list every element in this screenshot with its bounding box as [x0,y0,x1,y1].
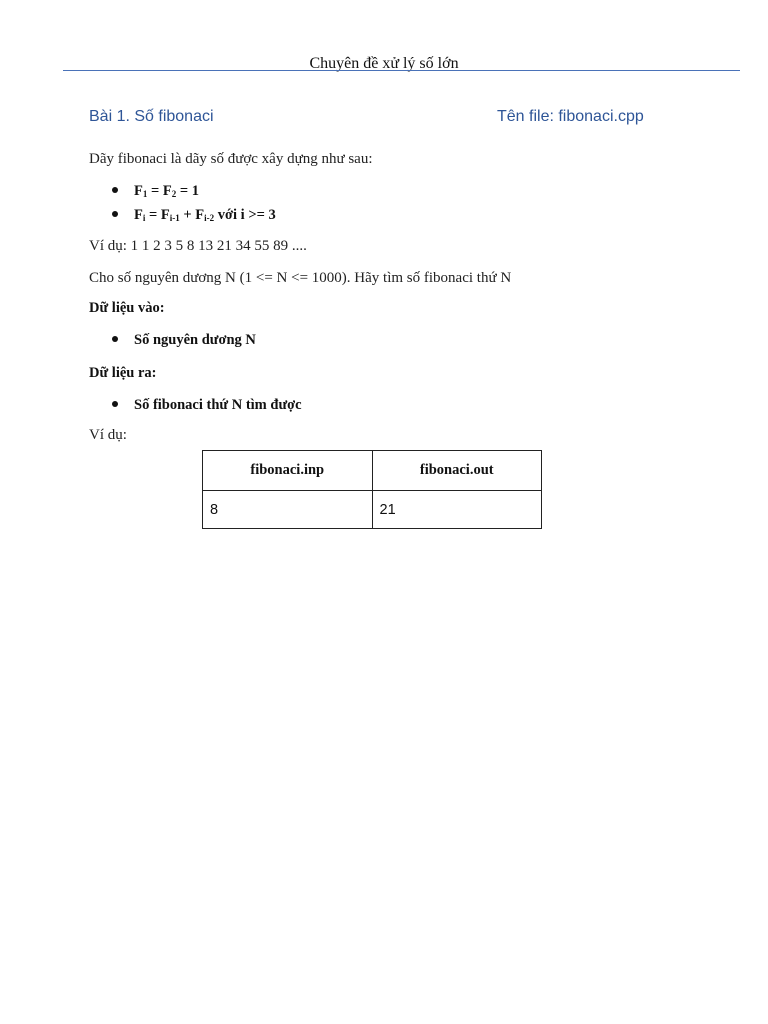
bullet-icon [112,401,118,407]
table-header-cell: fibonaci.inp [203,451,373,491]
input-item [112,332,256,349]
table-header-cell: fibonaci.out [372,451,542,491]
table-cell: 8 [203,491,373,529]
example-sequence: Ví dụ: 1 1 2 3 5 8 13 21 34 55 89 .... [89,238,307,254]
problem-filename: Tên file: fibonaci.cpp [497,108,644,125]
table-cell: 21 [372,491,542,529]
bullet-icon [112,187,118,193]
problem-title: Bài 1. Số fibonaci [89,108,214,125]
table-row [203,491,542,529]
output-label: Dữ liệu ra: [89,365,157,381]
formula-item-2 [112,207,276,224]
table-header-row [203,451,542,491]
input-label: Dữ liệu vào: [89,300,165,316]
header-divider [63,70,740,71]
output-item [112,397,302,414]
bullet-icon [112,336,118,342]
intro-text: Dãy fibonaci là dãy số được xây dựng như sau: [89,151,373,167]
formula-text: $F_1 = F_2 = 1$ [134,183,199,199]
task-statement: Cho số nguyên dương N (1 <= N <= 1000). Hãy tìm số fibonaci thứ N [89,270,512,286]
example-table [202,450,542,529]
formula-text: $F_i = F_{i-1} + F_{i-2}$ với i >= 3 [134,207,276,223]
example-label: Ví dụ: [89,427,127,443]
input-item-text: Số nguyên dương N [134,332,256,348]
output-item-text: Số fibonaci thứ N tìm được [134,397,302,413]
formula-item-1 [112,183,199,200]
bullet-icon [112,211,118,217]
page-header-title: Chuyên đề xử lý số lớn [309,55,459,72]
